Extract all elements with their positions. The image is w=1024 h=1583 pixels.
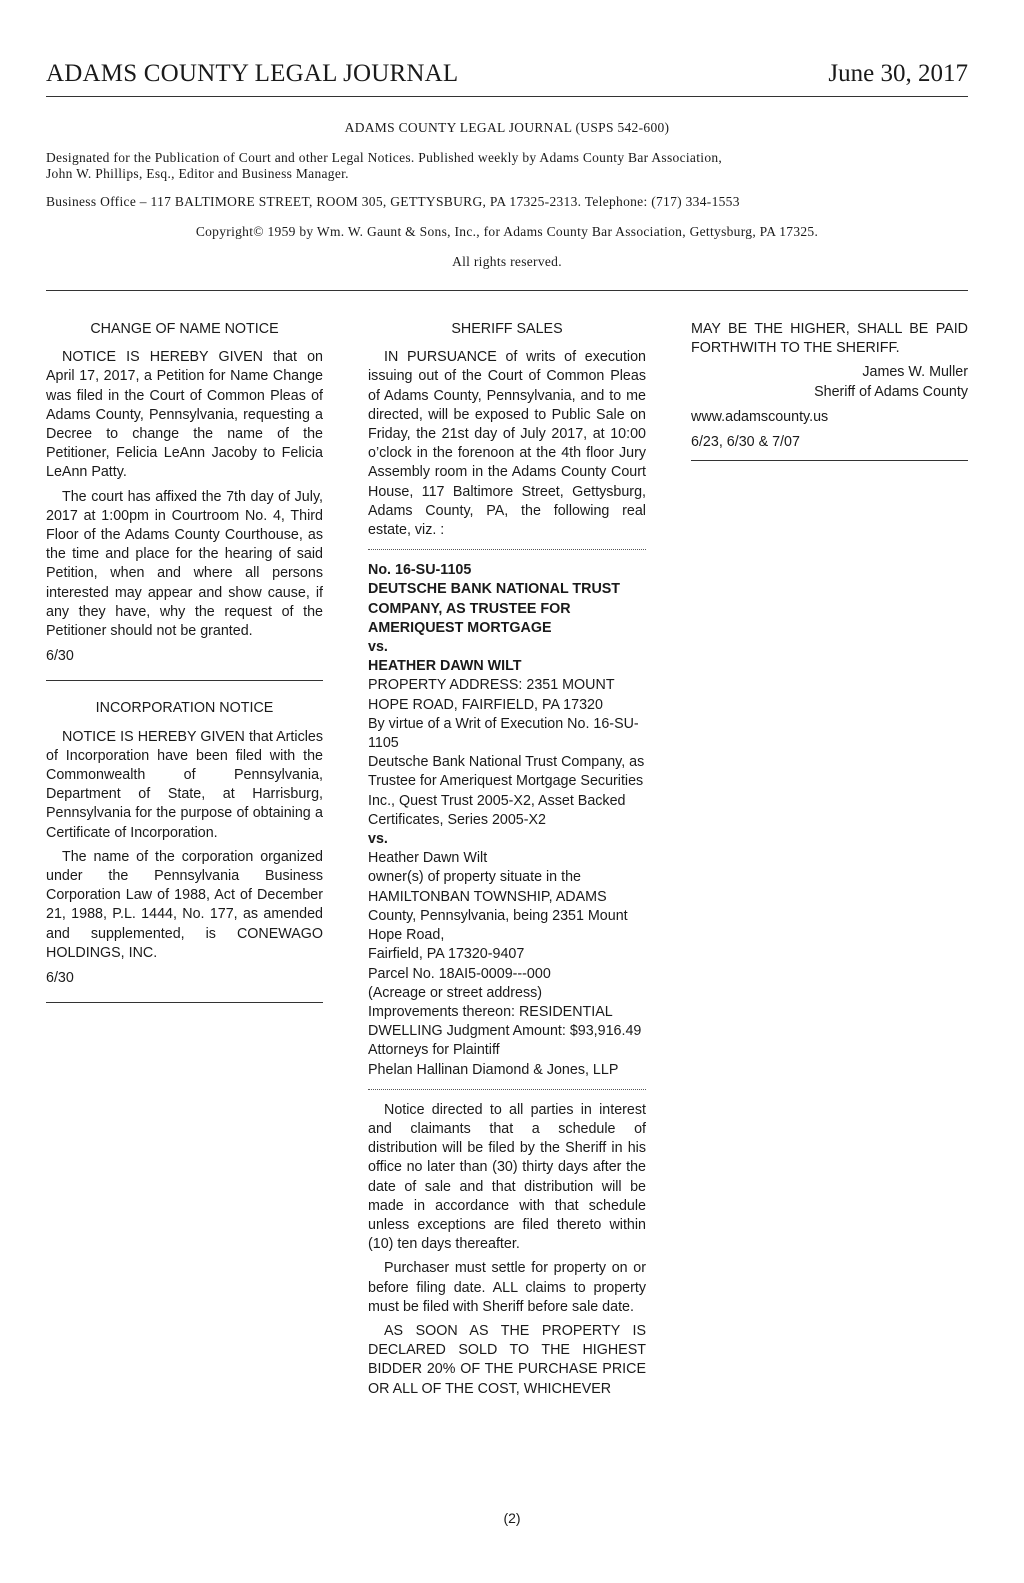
- change-of-name-paragraph-2: The court has affixed the 7th day of July, 2017 at 1:00pm in Courtroom No. 4, Third Floor of the Adams County Courthouse, as the time and place for the hearing of said Petition, when and where all persons interested may appear and show cause, if any they have, why the request of the Petitioner should not be granted.: [46, 488, 323, 640]
- versus-label: vs.: [368, 639, 388, 656]
- county-website: www.adamscounty.us: [691, 408, 829, 425]
- parcel-number: Parcel No. 18AI5-0009---000: [368, 965, 551, 982]
- usps-line: ADAMS COUNTY LEGAL JOURNAL (USPS 542-600): [344, 120, 670, 135]
- purchaser-notice: Purchaser must settle for property on or before filing date. ALL claims to property must be filed with Sheriff before sale date.: [368, 1260, 646, 1315]
- column-1: [46, 320, 323, 1021]
- attorneys-label: Attorneys for Plaintiff: [368, 1042, 500, 1059]
- page-number: (2): [503, 1510, 521, 1526]
- property-city: Fairfield, PA 17320-9407: [368, 946, 525, 963]
- sheriff-sales-intro: IN PURSUANCE of writs of execution issuing out of the Court of Common Pleas of Adams County, Pennsylvania, and to me directed, will be exposed to Public Sale on Friday, the 21st day of July 2017, at 10:00 o’clock in the forenoon at the 4th floor Jury Assembly room in the Adams County Court House, 117 Baltimore Street, Gettysburg, Adams County, PA, the following real estate, viz. :: [368, 349, 646, 539]
- dotted-divider: [368, 1089, 646, 1090]
- sheriff-sales-heading: SHERIFF SALES: [451, 321, 563, 337]
- sale-terms-part-2: MAY BE THE HIGHER, SHALL BE PAID FORTHWITH TO THE SHERIFF.: [691, 321, 968, 357]
- defendant-name: HEATHER DAWN WILT: [368, 658, 522, 675]
- change-of-name-paragraph-1: NOTICE IS HEREBY GIVEN that on April 17, 2017, a Petition for Name Change was filed in the Court of Common Pleas of Adams County, Pennsylvania, requesting a Decree to change the name of the Petitioner, Felicia LeAnn Jacoby to Felicia LeAnn Patty.: [46, 349, 323, 481]
- designation-line-2: John W. Phillips, Esq., Editor and Business Manager.: [46, 166, 349, 181]
- defendant-full-name: Heather Dawn Wilt: [368, 850, 488, 867]
- designation-line-1: Designated for the Publication of Court and other Legal Notices. Published weekly by Adams County Bar Association,: [46, 150, 723, 165]
- writ-of-execution: By virtue of a Writ of Execution No. 16-SU-1105: [368, 715, 639, 752]
- divider: [691, 460, 968, 461]
- case-number: No. 16-SU-1105: [368, 562, 472, 579]
- divider: [46, 680, 323, 681]
- change-of-name-date: 6/30: [46, 648, 74, 665]
- plaintiff-name: DEUTSCHE BANK NATIONAL TRUST COMPANY, AS TRUSTEE FOR AMERIQUEST MORTGAGE: [368, 581, 621, 636]
- journal-title: ADAMS COUNTY LEGAL JOURNAL: [46, 60, 459, 87]
- sale-terms-part-1: AS SOON AS THE PROPERTY IS DECLARED SOLD TO THE HIGHEST BIDDER 20% OF THE PURCHASE PRICE OR ALL OF THE COST, WHICHEVER: [368, 1322, 646, 1397]
- versus-label-2: vs.: [368, 831, 388, 848]
- plaintiff-full-name: Deutsche Bank National Trust Company, as Trustee for Ameriquest Mortgage Securities Inc., Quest Trust 2005-X2, Asset Backed Certificates, Series 2005-X2: [368, 754, 645, 828]
- improvements: Improvements thereon: RESIDENTIAL DWELLING Judgment Amount: $93,916.49: [368, 1003, 642, 1040]
- property-address: PROPERTY ADDRESS: 2351 MOUNT HOPE ROAD, FAIRFIELD, PA 17320: [368, 677, 615, 713]
- designation: [46, 150, 946, 182]
- acreage-note: (Acreage or street address): [368, 984, 543, 1001]
- issue-date: June 30, 2017: [828, 60, 968, 87]
- incorporation-heading: INCORPORATION NOTICE: [95, 700, 274, 717]
- sheriff-title: Sheriff of Adams County: [814, 383, 968, 400]
- copyright: Copyright© 1959 by Wm. W. Gaunt & Sons, Inc., for Adams County Bar Association, Gettysburg, PA 17325.: [195, 224, 819, 239]
- publication-info: [46, 100, 968, 291]
- change-of-name-heading: CHANGE OF NAME NOTICE: [90, 321, 279, 337]
- distribution-notice: Notice directed to all parties in interest and claimants that a schedule of distribution will be filed by the Sheriff in his office no later than (30) thirty days after the date of sale and that distribution will be made in accordance with that schedule unless exceptions are filed thereto within (10) ten days thereafter.: [368, 1101, 646, 1253]
- publication-dates: 6/23, 6/30 & 7/07: [691, 434, 800, 451]
- masthead: [46, 56, 968, 97]
- incorporation-paragraph-2: The name of the corporation organized under the Pennsylvania Business Corporation Law of 1988, Act of December 21, 1988, P.L. 1444, No. 177, as amended and supplemented, is CONEWAGO HOLDINGS, INC.: [46, 848, 323, 961]
- business-office: Business Office – 117 BALTIMORE STREET, ROOM 305, GETTYSBURG, PA 17325-2313. Telephone: (717) 334-1553: [46, 194, 740, 209]
- column-3: [691, 320, 968, 479]
- dotted-divider: [368, 549, 646, 550]
- incorporation-date: 6/30: [46, 970, 74, 987]
- rights-reserved: All rights reserved.: [452, 254, 562, 269]
- owner-description: owner(s) of property situate in the HAMILTONBAN TOWNSHIP, ADAMS County, Pennsylvania, being 2351 Mount Hope Road,: [368, 869, 628, 944]
- incorporation-paragraph-1: NOTICE IS HEREBY GIVEN that Articles of Incorporation have been filed with the Commonwealth of Pennsylvania, Department of State, at Harrisburg, Pennsylvania for the purpose of obtaining a Certificate of Incorporation.: [46, 728, 323, 841]
- sheriff-name: James W. Muller: [862, 364, 968, 381]
- divider: [46, 1002, 323, 1003]
- column-2: [368, 320, 646, 1404]
- attorneys-name: Phelan Hallinan Diamond & Jones, LLP: [368, 1061, 619, 1078]
